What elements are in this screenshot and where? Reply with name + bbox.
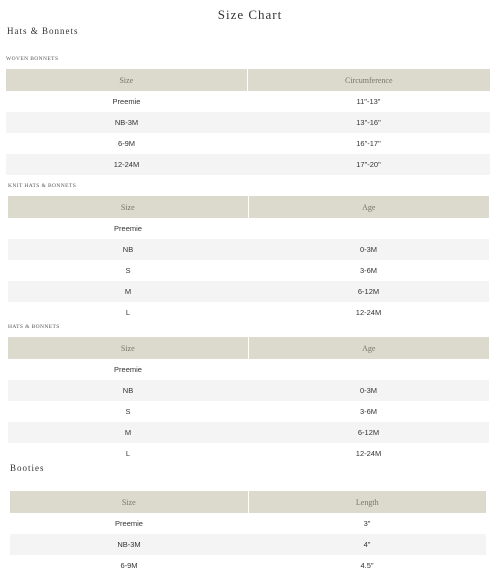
column-header-size: Size bbox=[6, 69, 247, 91]
length-cell: 3" bbox=[248, 513, 486, 534]
table-row bbox=[6, 154, 490, 175]
table-header-row bbox=[6, 69, 490, 91]
table-header-row bbox=[8, 337, 489, 359]
size-cell: NB bbox=[8, 239, 248, 260]
age-cell: 12-24M bbox=[248, 443, 489, 464]
table-row bbox=[10, 534, 486, 555]
page-title: Size Chart bbox=[217, 7, 283, 22]
table-label-woven-bonnets: WOVEN BONNETS bbox=[6, 56, 59, 62]
size-cell: M bbox=[8, 422, 248, 443]
age-cell: 0-3M bbox=[248, 239, 489, 260]
table-row bbox=[8, 422, 489, 443]
size-cell: 6-9M bbox=[10, 555, 248, 576]
circumference-cell: 17"-20" bbox=[247, 154, 490, 175]
size-cell: S bbox=[8, 401, 248, 422]
woven-bonnets-table bbox=[6, 69, 490, 175]
length-cell: 4.5" bbox=[248, 555, 486, 576]
circumference-cell: 16"-17" bbox=[247, 133, 490, 154]
circumference-cell: 11"-13" bbox=[247, 91, 490, 112]
size-cell: M bbox=[8, 281, 248, 302]
section-heading-booties: Booties bbox=[10, 463, 45, 473]
circumference-cell: 13"-16" bbox=[247, 112, 490, 133]
column-header-size: Size bbox=[10, 491, 248, 513]
table-row bbox=[6, 91, 490, 112]
size-cell: Preemie bbox=[8, 359, 248, 380]
table-row bbox=[8, 281, 489, 302]
table-label-knit-hats-bonnets: KNIT HATS & BONNETS bbox=[8, 183, 77, 189]
size-cell: Preemie bbox=[10, 513, 248, 534]
table-row bbox=[8, 302, 489, 323]
size-cell: L bbox=[8, 443, 248, 464]
table-row bbox=[6, 112, 490, 133]
size-cell: 6-9M bbox=[6, 133, 247, 154]
table-header-row bbox=[8, 196, 489, 218]
age-cell: 6-12M bbox=[248, 281, 489, 302]
size-cell: Preemie bbox=[8, 218, 248, 239]
size-cell: NB-3M bbox=[6, 112, 247, 133]
column-header-age: Age bbox=[248, 337, 489, 359]
size-cell: 12-24M bbox=[6, 154, 247, 175]
length-cell: 4" bbox=[248, 534, 486, 555]
column-header-size: Size bbox=[8, 196, 248, 218]
table-row bbox=[8, 239, 489, 260]
column-header-size: Size bbox=[8, 337, 248, 359]
age-cell bbox=[248, 218, 489, 239]
table-row bbox=[8, 443, 489, 464]
size-cell: S bbox=[8, 260, 248, 281]
age-cell: 6-12M bbox=[248, 422, 489, 443]
column-header-age: Age bbox=[248, 196, 489, 218]
size-cell: NB bbox=[8, 380, 248, 401]
table-row bbox=[8, 359, 489, 380]
size-cell: L bbox=[8, 302, 248, 323]
table-row bbox=[8, 218, 489, 239]
age-cell: 12-24M bbox=[248, 302, 489, 323]
table-header-row bbox=[10, 491, 486, 513]
age-cell: 3-6M bbox=[248, 401, 489, 422]
age-cell: 3-6M bbox=[248, 260, 489, 281]
table-label-hats-bonnets: HATS & BONNETS bbox=[8, 324, 60, 330]
column-header-circumference: Circumference bbox=[247, 69, 490, 91]
age-cell bbox=[248, 359, 489, 380]
table-row bbox=[8, 401, 489, 422]
age-cell: 0-3M bbox=[248, 380, 489, 401]
table-row bbox=[8, 380, 489, 401]
column-header-length: Length bbox=[248, 491, 486, 513]
table-row bbox=[10, 555, 486, 576]
size-cell: Preemie bbox=[6, 91, 247, 112]
section-heading-hats-bonnets: Hats & Bonnets bbox=[7, 26, 79, 36]
booties-table bbox=[10, 491, 486, 576]
table-row bbox=[10, 513, 486, 534]
knit-hats-bonnets-table bbox=[8, 196, 489, 323]
size-cell: NB-3M bbox=[10, 534, 248, 555]
table-row bbox=[8, 260, 489, 281]
hats-bonnets-table bbox=[8, 337, 489, 464]
table-row bbox=[6, 133, 490, 154]
